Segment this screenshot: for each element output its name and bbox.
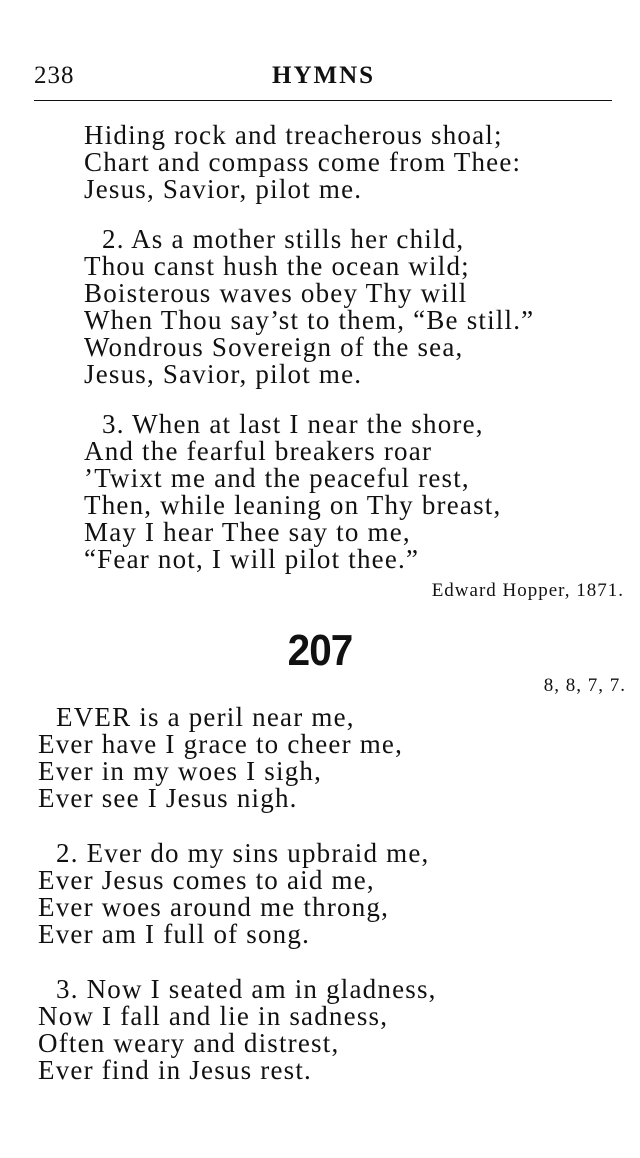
verse-line: ’Twixt me and the peaceful rest, bbox=[84, 463, 470, 493]
verse-line: Then, while leaning on Thy breast, bbox=[84, 490, 502, 520]
header-rule bbox=[34, 100, 612, 101]
verse-line: Now I fall and lie in sadness, bbox=[38, 1001, 389, 1031]
stanza-first-line: 2. As a mother stills her child, bbox=[102, 224, 465, 254]
verse-line: Ever am I full of song. bbox=[38, 919, 311, 949]
verse-line: Ever find in Jesus rest. bbox=[38, 1055, 313, 1085]
hymn-number: 207 bbox=[287, 626, 353, 675]
verse-line: Thou canst hush the ocean wild; bbox=[84, 251, 470, 281]
hymn-author: Edward Hopper, 1871. bbox=[431, 580, 624, 601]
verse-line: Often weary and distrest, bbox=[38, 1028, 340, 1058]
verse-line: Wondrous Sovereign of the sea, bbox=[84, 332, 464, 362]
verse-line: Ever woes around me throng, bbox=[38, 892, 390, 922]
verse-line: Jesus, Savior, pilot me. bbox=[84, 359, 363, 389]
verse-line: When Thou say’st to them, “Be still.” bbox=[84, 305, 535, 335]
verse-line: Ever see I Jesus nigh. bbox=[38, 783, 298, 813]
verse-line: “Fear not, I will pilot thee.” bbox=[84, 544, 420, 574]
stanza-first-line: 2. Ever do my sins upbraid me, bbox=[56, 838, 430, 868]
verse-line: Ever in my woes I sigh, bbox=[38, 756, 323, 786]
hymn-meter: 8, 8, 7, 7. bbox=[543, 675, 626, 696]
verse-line: Boisterous waves obey Thy will bbox=[84, 278, 468, 308]
verse-line: Ever Jesus comes to aid me, bbox=[38, 865, 375, 895]
running-title: HYMNS bbox=[272, 62, 376, 89]
page-header bbox=[34, 62, 612, 102]
stanza-first-line: 3. When at last I near the shore, bbox=[102, 409, 484, 439]
verse-line: Jesus, Savior, pilot me. bbox=[84, 174, 363, 204]
stanza-first-line: EVER is a peril near me, bbox=[56, 702, 355, 732]
verse-line: Ever have I grace to cheer me, bbox=[38, 729, 404, 759]
verse-line: Hiding rock and treacherous shoal; bbox=[84, 120, 503, 150]
verse-line: May I hear Thee say to me, bbox=[84, 517, 411, 547]
verse-line: And the fearful breakers roar bbox=[84, 436, 433, 466]
verse-line: Chart and compass come from Thee: bbox=[84, 147, 522, 177]
stanza-first-line: 3. Now I seated am in gladness, bbox=[56, 974, 437, 1004]
page-number: 238 bbox=[34, 62, 75, 89]
